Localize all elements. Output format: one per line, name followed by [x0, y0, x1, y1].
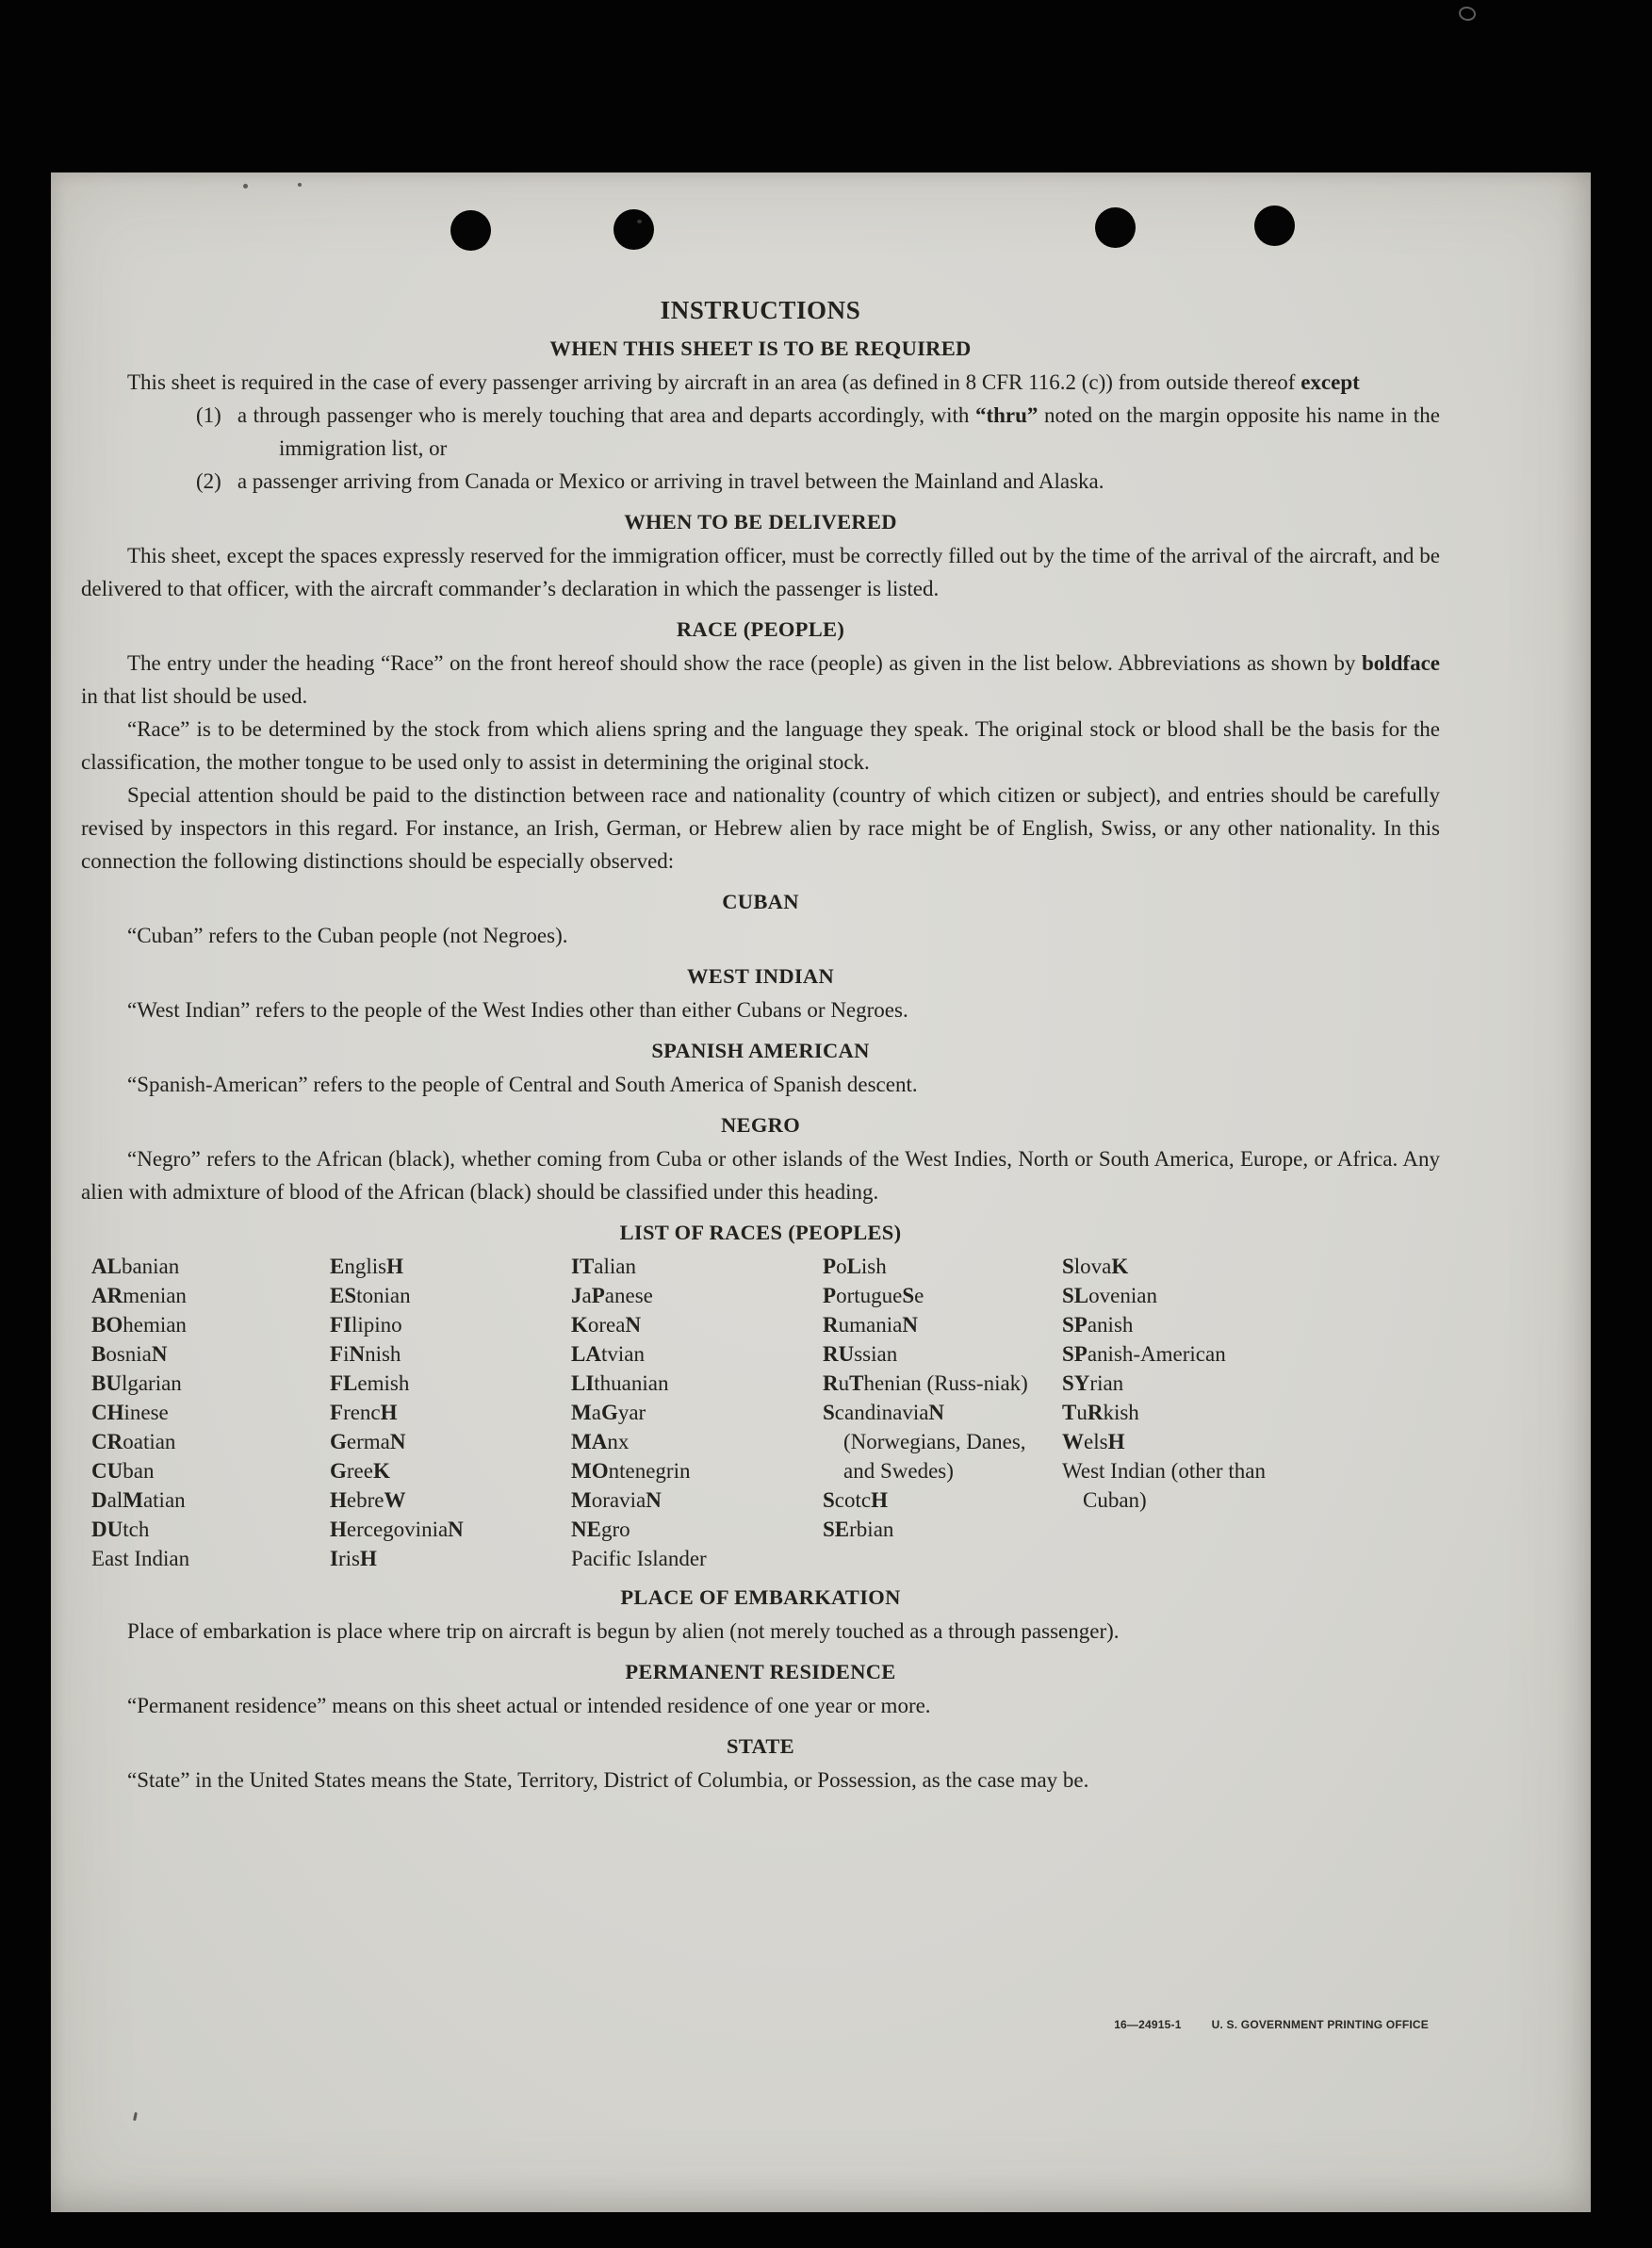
race-entry: RuThenian (Russ-niak): [823, 1371, 1028, 1395]
race-entry: IrisH: [330, 1547, 377, 1570]
west-indian-definition: “West Indian” refers to the people of the West Indies other than either Cubans or Negroes.: [127, 998, 908, 1022]
race-entry: HebreW: [330, 1488, 406, 1512]
race-paragraph-3: Special attention should be paid to the distinction between race and nationality (country of which citizen or subject), and entries should be carefully revised by inspectors in this regard. For instance, an Irish, German, or Hebrew alien by race might be of English, Swiss, or any other nationality. In this connection the following distinctions should be especially observed:: [81, 783, 1440, 873]
race-column: [330, 1252, 571, 1573]
race-entry: KoreaN: [571, 1313, 642, 1337]
race-entry: FIlipino: [330, 1313, 402, 1337]
item-text: a through passenger who is merely touching that area and departs accordingly, with “thru” noted on the margin opposite his name in the immigration list, or: [237, 403, 1440, 460]
race-entry: WelsH: [1062, 1430, 1125, 1453]
race-entry: PoLish: [823, 1255, 887, 1278]
spanish-american-definition: “Spanish-American” refers to the people of Central and South America of Spanish descent.: [127, 1073, 918, 1096]
section-heading-embarkation: PLACE OF EMBARKATION: [620, 1585, 901, 1609]
page-title: INSTRUCTIONS: [660, 296, 861, 324]
section-heading-negro: NEGRO: [720, 1113, 800, 1137]
race-entry: FrencH: [330, 1401, 398, 1424]
race-entry: RumaniaN: [823, 1313, 918, 1337]
negro-definition: “Negro” refers to the African (black), whether coming from Cuba or other islands of the West Indies, North or South America, Europe, or Africa. Any alien with admixture of blood of the African (black) should be classified under this heading.: [81, 1147, 1440, 1204]
section-heading-cuban: CUBAN: [722, 890, 799, 913]
race-entry: MOntenegrin: [571, 1459, 691, 1483]
scan-artifact: [1459, 7, 1476, 21]
race-entry: MoraviaN: [571, 1488, 662, 1512]
race-column: [823, 1252, 1062, 1573]
race-entry: SPanish-American: [1062, 1342, 1226, 1366]
item-number: (1): [196, 403, 221, 427]
race-entry: DalMatian: [91, 1488, 186, 1512]
race-entry: TuRkish: [1062, 1401, 1139, 1424]
when-required-intro: This sheet is required in the case of every passenger arriving by aircraft in an area (as defined in 8 CFR 116.2 (c)) from outside thereof except: [127, 370, 1360, 394]
race-entry: SErbian: [823, 1518, 894, 1541]
section-heading-when-required: WHEN THIS SHEET IS TO BE REQUIRED: [549, 336, 972, 360]
race-entry: LAtvian: [571, 1342, 645, 1366]
race-entry: RUssian: [823, 1342, 898, 1366]
races-columns: [91, 1252, 1440, 1573]
scan-speck: [243, 184, 248, 189]
scan-speck: [133, 2112, 138, 2121]
form-number: 16—24915-1: [1114, 2018, 1182, 2031]
instructions-sheet: [51, 172, 1591, 2212]
race-paragraph-1: The entry under the heading “Race” on the front hereof should show the race (people) as given in the list below. Abbreviations as shown by boldface in that list should be used.: [81, 651, 1440, 708]
item-number: (2): [196, 469, 221, 493]
race-entry: FiNnish: [330, 1342, 401, 1366]
race-entry: EStonian: [330, 1284, 411, 1307]
state-definition: “State” in the United States means the State, Territory, District of Columbia, or Possession, as the case may be.: [127, 1768, 1089, 1792]
section-heading-west-indian: WEST INDIAN: [686, 964, 835, 988]
race-entry: East Indian: [91, 1547, 190, 1570]
exception-item-2: [196, 465, 1440, 498]
race-column: [1062, 1252, 1440, 1573]
section-heading-spanish-american: SPANISH AMERICAN: [651, 1039, 870, 1062]
race-entry: NEgro: [571, 1518, 630, 1541]
race-entry: BUlgarian: [91, 1371, 182, 1395]
when-delivered-text: This sheet, except the spaces expressly reserved for the immigration officer, must be correctly filled out by the time of the arrival of the aircraft, and be delivered to that officer, with the aircraft commander’s declaration in which the passenger is listed.: [81, 544, 1440, 600]
race-entry: HercegoviniaN: [330, 1518, 464, 1541]
race-entry: Pacific Islander: [571, 1547, 707, 1570]
race-paragraph-2: “Race” is to be determined by the stock from which aliens spring and the language they speak. The original stock or blood shall be the basis for the classification, the mother tongue to be used only to assist in determining the original stock.: [81, 717, 1440, 774]
race-entry: MaGyar: [571, 1401, 646, 1424]
residence-definition: “Permanent residence” means on this sheet actual or intended residence of one year or more.: [127, 1694, 931, 1717]
race-entry: SlovaK: [1062, 1255, 1129, 1278]
scan-speck: [298, 183, 302, 187]
exception-item-1: [196, 399, 1440, 465]
race-entry: ScandinaviaN (Norwegians, Danes, and Swedes): [823, 1401, 1026, 1483]
race-entry: ScotcH: [823, 1488, 888, 1512]
race-column: [571, 1252, 823, 1573]
embarkation-definition: Place of embarkation is place where trip on aircraft is begun by alien (not merely touched as a through passenger).: [127, 1619, 1120, 1643]
cuban-definition: “Cuban” refers to the Cuban people (not Negroes).: [127, 924, 568, 947]
section-heading-residence: PERMANENT RESIDENCE: [625, 1660, 896, 1683]
race-entry: ARmenian: [91, 1284, 187, 1307]
race-entry: LIthuanian: [571, 1371, 669, 1395]
race-entry: JaPanese: [571, 1284, 653, 1307]
section-heading-races-list: LIST OF RACES (PEOPLES): [619, 1221, 902, 1244]
race-entry: ALbanian: [91, 1255, 180, 1278]
race-entry: ITalian: [571, 1255, 636, 1278]
race-entry: GreeK: [330, 1459, 390, 1483]
gpo-office-label: U. S. GOVERNMENT PRINTING OFFICE: [1211, 2018, 1429, 2031]
section-heading-state: STATE: [727, 1734, 794, 1758]
section-heading-when-delivered: WHEN TO BE DELIVERED: [624, 510, 897, 533]
punch-hole-icon: [613, 209, 654, 250]
item-text: a passenger arriving from Canada or Mexico or arriving in travel between the Mainland and Alaska.: [237, 469, 1104, 493]
race-entry: MAnx: [571, 1430, 630, 1453]
section-heading-race: RACE (PEOPLE): [676, 617, 845, 641]
race-entry: DUtch: [91, 1518, 150, 1541]
race-column: [91, 1252, 330, 1573]
race-entry: EnglisH: [330, 1255, 403, 1278]
gpo-imprint: [1114, 2018, 1429, 2031]
race-entry: SPanish: [1062, 1313, 1134, 1337]
race-entry: CRoatian: [91, 1430, 176, 1453]
punch-hole-icon: [450, 210, 491, 251]
scan-speck: [637, 220, 642, 223]
race-entry: BosniaN: [91, 1342, 168, 1366]
race-entry: CHinese: [91, 1401, 169, 1424]
race-entry: PortugueSe: [823, 1284, 924, 1307]
punch-hole-icon: [1095, 207, 1136, 248]
race-entry: FLemish: [330, 1371, 410, 1395]
race-entry: West Indian (other than Cuban): [1062, 1459, 1266, 1512]
race-entry: CUban: [91, 1459, 155, 1483]
race-entry: BOhemian: [91, 1313, 187, 1337]
race-entry: SYrian: [1062, 1371, 1124, 1395]
race-entry: GermaN: [330, 1430, 406, 1453]
punch-hole-icon: [1254, 205, 1295, 246]
race-entry: SLovenian: [1062, 1284, 1157, 1307]
